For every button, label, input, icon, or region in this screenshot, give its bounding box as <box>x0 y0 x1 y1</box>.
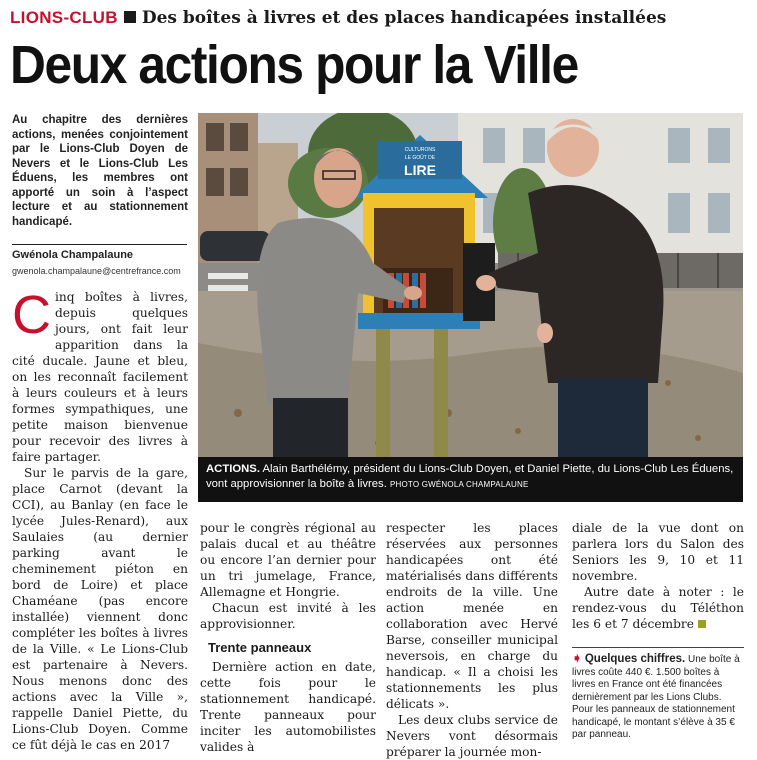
chiffres-text: Une boîte à livres coûte 440 €. 1.500 boîtes à livres en France ont été financées dernièrement par les Lions Clubs. Pour les panneaux de stationnement handicapé, le montant s’élève à 35 € par panneau. <box>572 654 740 740</box>
caption-label: ACTIONS. <box>206 463 260 475</box>
article-column-3 <box>386 520 558 760</box>
subheading: Trente panneaux <box>208 640 312 655</box>
caption-text: Alain Barthélémy, président du Lions-Club Doyen, et Daniel Piette, du Lions-Club Les Éduens, vont approvisionner la boîte à livres. <box>206 463 734 490</box>
article-column-2 <box>200 520 376 755</box>
kicker-square-icon <box>124 11 136 23</box>
photo-credit: PHOTO GWÉNOLA CHAMPALAUNE <box>390 480 529 489</box>
article-paragraph: respecter les places réservées aux personnes handicapées ont été matérialisés dans différents endroits de la ville. Une action menée en collaboration avec Hervé Barse, conseiller municipal neversois, en charge du handicap. « Il a choisi les stationnements les plus délicats ». <box>386 521 558 711</box>
kicker-subtitle: Des boîtes à livres et des places handicapées installées <box>141 8 667 28</box>
chiffres-divider <box>572 647 744 648</box>
kicker <box>10 6 750 30</box>
byline-divider <box>12 244 187 245</box>
booth-sign-line2: LE GOÛT DE <box>404 155 436 161</box>
photo-illustration <box>198 113 743 457</box>
author-name: Gwénola Champalaune <box>12 249 134 261</box>
booth-sign-line1: CULTURONS <box>404 147 436 153</box>
article-column-1 <box>12 285 188 753</box>
arrow-right-icon: ➧ <box>572 651 583 665</box>
kicker-label: LIONS-CLUB <box>10 8 118 27</box>
article-paragraph: Sur le parvis de la gare, place Carnot (devant la CCI), au Banlay (en face le lycée Jules-Renard), aux Saulaies (au dernier parking avant le cheminement piéton en bord de Loire) et place Chaméane (pas encore installée) viennent donc compléter les boîtes à livres de la Ville. « Le Lions-Club est partenaire à Nevers. Nous menons donc des actions avec la Ville », rappelle Daniel Piette, du Lions-Club Doyen. Comme ce fût déjà le cas en 2017 <box>12 466 188 752</box>
chapeau: Au chapitre des dernières actions, menées conjointement par le Lions-Club Doyen de Nevers et le Lions-Club Les Éduens, les membres ont apporté un soin à l’aspect lecture et au stationnement handicapé. <box>12 114 188 228</box>
article-paragraph: pour le congrès régional au palais ducal et au théâtre ou encore l’an dernier pour un tri jumelage, France, Allemagne et Hongrie. <box>200 521 376 599</box>
chiffres-box <box>572 652 744 742</box>
article-paragraph: Les deux clubs service de Nevers vont désormais préparer la journée mon- <box>386 713 558 759</box>
headline: Deux actions pour la Ville <box>10 35 578 95</box>
end-of-article-icon <box>698 620 706 628</box>
article-column-4 <box>572 520 744 632</box>
drop-cap: C <box>12 285 51 345</box>
article-paragraph <box>12 285 188 465</box>
chiffres-title: Quelques chiffres. <box>584 653 686 665</box>
article-paragraph: Dernière action en date, cette fois pour le stationnement handicapé. Trente panneaux pour inciter les automobilistes valides à <box>200 660 376 754</box>
article-paragraph <box>572 584 744 632</box>
author-email: gwenola.champalaune@centrefrance.com <box>12 266 181 276</box>
photo-caption <box>198 457 743 502</box>
article-lead-text: inq boîtes à livres, depuis quelques jours, ont fait leur apparition dans la cité ducale. Jaune et bleu, on les reconnaît facilement à leurs couleurs et à leurs formes sympathiques, une petite maison bienvenue pour recevoir des livres à faire partager. <box>12 290 188 464</box>
article-paragraph: diale de la vue dont on parlera lors du Salon des Seniors les 9, 10 et 11 novembre. <box>572 521 744 583</box>
article-paragraph: Chacun est invité à les approvisionner. <box>200 601 376 631</box>
article-closing-text: Autre date à noter : le rendez-vous du Téléthon les 6 et 7 décembre <box>572 585 744 631</box>
booth-sign-line3: LIRE <box>404 162 436 178</box>
article-photo <box>198 113 743 457</box>
